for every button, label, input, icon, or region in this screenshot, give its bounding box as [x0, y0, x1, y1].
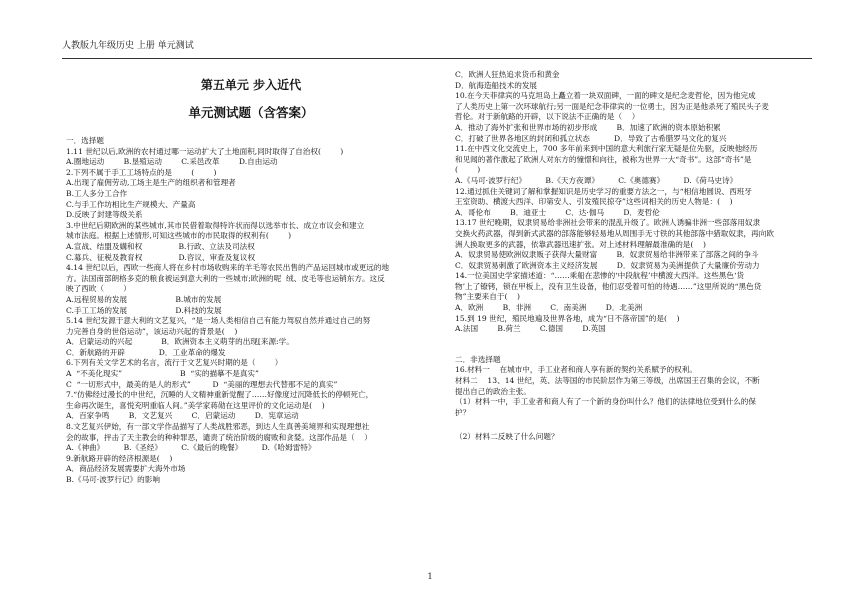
text-line: 王室资助、横渡大西洋、印第安人、引发殖民掠夺”这些词相关的历史人物是：( ) [455, 197, 733, 207]
text-line: B.工人多分工合作 [66, 188, 128, 198]
test-subtitle: 单元测试题（含答案） [188, 105, 314, 120]
text-line: （1）材料一中，手工业者和商人有了一个新的身份叫什么？他们的法律地位受到什么的保 [455, 397, 756, 407]
text-line: 物”主要来自于( ) [455, 292, 521, 302]
text-line: 力完善自身的世俗运动”，该运动兴起的背景是( ) [66, 326, 238, 336]
text-line: （2）材料二反映了什么问题？ [455, 432, 559, 442]
text-line: 城市法庭。根据上述情形,可知这些城市的市民取得的权利有( ) [66, 231, 292, 241]
text-line: 4.14 世纪以后，西欧一些商人将在乡村市场收购来的羊毛等农民出售的产品运回城市或更远的地 [66, 263, 390, 273]
text-line [455, 335, 825, 349]
unit-title: 第五单元 步入近代 [200, 78, 302, 92]
text-line: 7.“仿佛经过漫长的中世纪，沉睡的人文精神重新觉醒了……好像度过沉降低长的停顿死亡， [66, 390, 374, 400]
text-line: A.法国 B.荷兰 C.德国 D.英国 [455, 324, 606, 334]
text-line: 方。法国南部朗格多克的粮食被运到意大利的一些城市;欧洲的呢 绒、皮毛等也运销东方。这反 [66, 273, 385, 283]
text-line: ( ) [455, 165, 481, 175]
text-line: A．启蒙运动的兴起 B．欧洲资本主义萌芽的出现[来源:学。 [66, 337, 294, 347]
text-line: A “不美化现实” B “实的描摹不是真实” [66, 369, 259, 379]
text-line: C “一切形式中，最美的是人的形式” D “美丽的理想去代替那不足的真实” [66, 379, 338, 389]
text-line: C．奴隶贸易刺激了欧洲资本主义经济发展 D．奴隶贸易为美洲提供了大量廉价劳动力 [455, 260, 760, 270]
text-line: A.《马可·波罗行纪》 B.《天方夜谭》 C.《奥德赛》 D.《荷马史诗》 [455, 175, 738, 185]
text-line: 生命再次诞生，喜悦充明重临人间。”美学家蒋勋在这里评价的文化运动是( ) [66, 400, 325, 410]
text-line: 1.11 世纪以后,欧洲的农村通过哪一运动扩大了土地面积,同时取得了自治权( ) [66, 146, 344, 156]
text-line: B.《马可·波罗行记》的影响 [66, 475, 160, 484]
text-line: 10.在今天菲律宾的马克坦岛上矗立着一块双面碑，一面的碑文是纪念麦哲伦，因为他完成 [455, 91, 756, 101]
text-line: A．欧洲 B．非洲 C．南美洲 D．北美洲 [455, 303, 643, 313]
left-question-list [66, 136, 436, 486]
text-line: 二．非选择题 [455, 354, 501, 364]
right-question-list [455, 70, 825, 443]
text-line: C.募兵、征税及教育权 D.咨议、审查及复议权 [66, 252, 256, 262]
text-line: D．航海造船技术的发展 [455, 80, 538, 90]
document-header: 人教版九年级历史 上册 单元测试 [62, 41, 194, 51]
left-column [66, 70, 436, 486]
text-line: 9.新航路开辟的经济根源是( ) [66, 453, 173, 463]
text-line: C．新航路的开辟 D．工业革命的爆发 [66, 347, 226, 357]
text-line [455, 418, 825, 432]
text-line: 16.材料一 在城市中，手工业者和商人享有新的契约关系赋予的权利。 [455, 365, 697, 375]
text-line: A．奴隶贸易使欧洲奴隶贩子获得大量财富 B．奴隶贸易给非洲带来了部落之间的争斗 [455, 250, 759, 260]
text-line: 14.一位美国史学家描述道：“……乘船在悲惨的‘中段航程’中横渡大西洋。这些黑色‘货 [455, 271, 744, 281]
text-line: 和见闻的著作激起了欧洲人对东方的憧憬和向往，被称为世界一大“奇书”。这部“奇书”是 [455, 154, 752, 164]
text-line: 2.下列不属于手工工场特点的是 ( ) [66, 167, 217, 177]
text-line: 洲人换取更多的武器，依靠武器迅速扩张。对上述材料理解最准确的是( ) [455, 239, 706, 249]
text-line: A．哥伦布 B．迪亚士 C．达·伽马 D．麦哲伦 [455, 207, 660, 217]
text-line: C．打破了世界各地区的封闭和孤立状态 D．导致了古希腊罗马文化的复兴 [455, 133, 727, 143]
text-line: A．推动了海外扩张和世界市场的初步形成 B．加速了欧洲的资本原始积累 [455, 122, 721, 132]
text-line: A．商品经济发展需要扩大海外市场 [66, 464, 186, 474]
text-line: A.出现了雇佣劳动,工场主是生产的组织者和管理者 [66, 178, 236, 188]
text-line: A.圈地运动 B.垦殖运动 C.采邑改革 D.自由运动 [66, 157, 278, 167]
text-line: 11.在中西文化交流史上，700 多年前来到中国的意大利旅行家无疑是位先驱，反映他经历 [455, 144, 758, 154]
text-line: 提出自己的政治主张。 [455, 386, 531, 396]
text-line: A.远程贸易的发展 B.城市的发展 [66, 294, 222, 304]
text-line: 会的故事，抨击了天主教会的种种罪恶，谴责了统治阶级的腐败和贪婪。这部作品是（ ） [66, 432, 372, 442]
text-line: C.手工工场的发展 D.科技的发展 [66, 305, 222, 315]
right-column [455, 70, 825, 443]
text-line: 了人类历史上第一次环球航行;另一面是纪念菲律宾的一位勇士，因为正是他杀死了殖民头子麦 [455, 101, 769, 111]
text-line: 13.17 世纪晚期，奴隶贸易给非洲社会带来的混乱升级了。欧洲人诱骗非洲一些部落用奴隶 [455, 218, 761, 228]
page-number: 1 [427, 572, 433, 581]
text-line: 5.14 世纪发源于意大利的文艺复兴，“是一场人类相信自己有能力驾驭自然并通过自己的努 [66, 316, 371, 326]
text-line: C.与手工作坊相比生产规模大、产量高 [66, 199, 196, 209]
text-line: 物’上了镣铐，锁在甲板上，没有卫生设备，他们忍受着可怕的待遇……”这里所说的“黑色货 [455, 281, 762, 291]
text-line: 8.文艺复兴伊始，有一部文学作品描写了人类战胜邪恶，到达人生真善美境界和实现理想社 [66, 422, 370, 432]
text-line: A.宣战、结盟及媾和权 B.行政、立法及司法权 [66, 241, 255, 251]
text-line: 护？ [455, 407, 471, 417]
header-rule [62, 58, 812, 59]
text-line: 12.通过抓住关键词了解和掌握知识是历史学习的重要方法之一，与“相信地圆说、西班牙 [455, 186, 752, 196]
text-line: 映了西欧（ ） [66, 284, 131, 294]
text-line: C．欧洲人狂热追求货币和黄金 [455, 70, 560, 79]
text-line: 哲伦。对于新航路的开辟，以下说法不正确的是（ ） [455, 112, 640, 122]
text-line: A．百家争鸣 B．文艺复兴 C．启蒙运动 D．宪章运动 [66, 411, 299, 421]
text-line: 6.下列有关文学艺术的名言，流行于文艺复兴时期的是（ ） [66, 358, 283, 368]
text-line: 一．选择题 [66, 136, 104, 145]
text-line: 交换火药武器，得到新式武器的部落能够轻易地从周围手无寸铁的其他部落中猎取奴隶，再向欧 [455, 228, 774, 238]
text-line: 15.到 19 世纪，殖民地遍及世界各地，成为“日不落帝国”的是( ) [455, 313, 680, 323]
text-line: D.反映了封建等级关系 [66, 210, 143, 220]
text-line: A.《神曲》 B.《圣经》 C.《最后的晚餐》 D.《哈姆雷特》 [66, 443, 316, 453]
text-line: 3.中世纪后期欧洲的某些城市,其市民借着取得特许状而得以选举市长、成立市议会和建立 [66, 220, 365, 230]
text-line: 材料二 13、14 世纪，英、法等国的市民阶层作为第三等级，出席国王召集的会议，不断 [455, 376, 760, 386]
